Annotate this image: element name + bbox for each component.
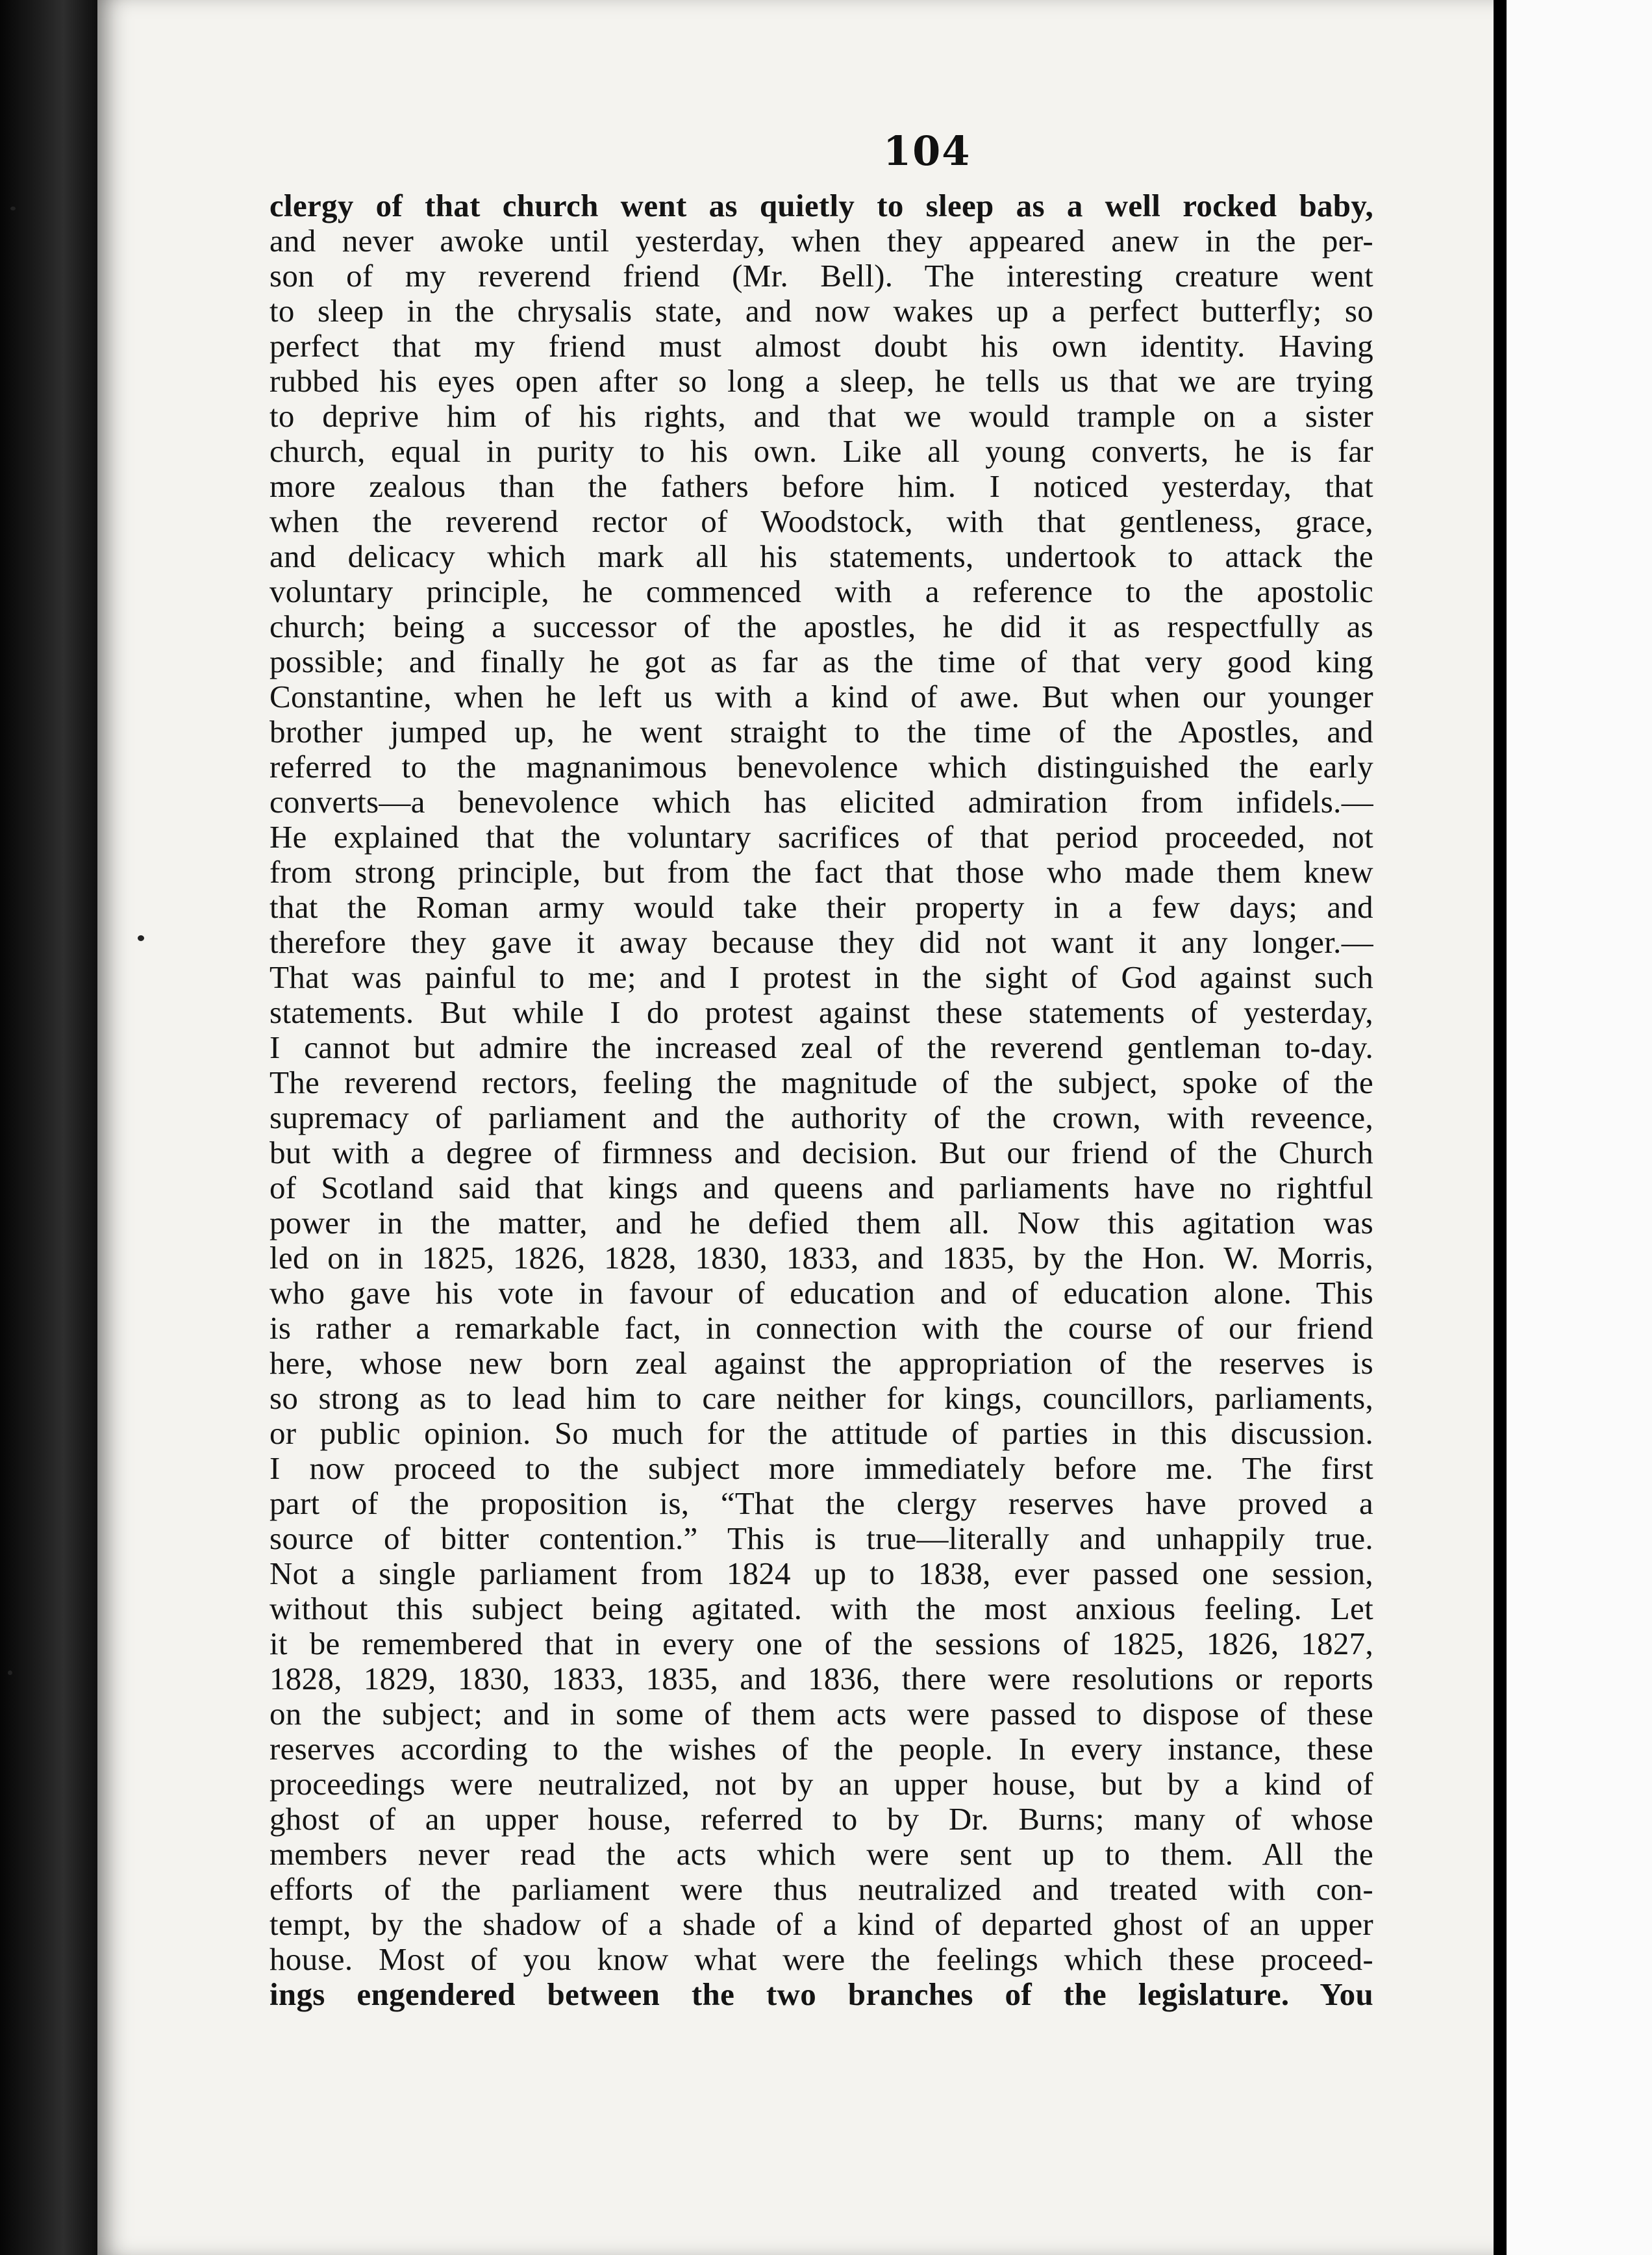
- text-line: or public opinion. So much for the attitude of parties in this discussion.: [269, 1416, 1373, 1451]
- text-line: who gave his vote in favour of education and of education alone. This: [269, 1276, 1373, 1311]
- text-line: statements. But while I do protest against these statements of yesterday,: [269, 995, 1373, 1030]
- text-line: of Scotland said that kings and queens and parliaments have no rightful: [269, 1170, 1373, 1205]
- text-line: 1828, 1829, 1830, 1833, 1835, and 1836, there were resolutions or reports: [269, 1661, 1373, 1696]
- text-line: here, whose new born zeal against the appropriation of the reserves is: [269, 1346, 1373, 1381]
- text-line: more zealous than the fathers before him. I noticed yesterday, that: [269, 469, 1373, 504]
- text-line: and delicacy which mark all his statements, undertook to attack the: [269, 539, 1373, 574]
- text-line: and never awoke until yesterday, when they appeared anew in the per-: [269, 223, 1373, 258]
- scan-speck: [138, 935, 144, 941]
- text-line: reserves according to the wishes of the people. In every instance, these: [269, 1732, 1373, 1767]
- text-line: but with a degree of firmness and decision. But our friend of the Church: [269, 1135, 1373, 1170]
- text-line: perfect that my friend must almost doubt his own identity. Having: [269, 329, 1373, 364]
- text-line: led on in 1825, 1826, 1828, 1830, 1833, and 1835, by the Hon. W. Morris,: [269, 1241, 1373, 1276]
- scan-speck: [10, 207, 16, 210]
- text-line: ghost of an upper house, referred to by Dr. Burns; many of whose: [269, 1802, 1373, 1837]
- text-line: converts—a benevolence which has elicited admiration from infidels.—: [269, 785, 1373, 820]
- text-line: house. Most of you know what were the feelings which these proceed-: [269, 1942, 1373, 1977]
- text-line: efforts of the parliament were thus neutralized and treated with con-: [269, 1872, 1373, 1907]
- book-binding-edge: [0, 0, 97, 2255]
- text-line: tempt, by the shadow of a shade of a kind of departed ghost of an upper: [269, 1907, 1373, 1942]
- text-line: rubbed his eyes open after so long a sleep, he tells us that we are trying: [269, 364, 1373, 399]
- text-line: without this subject being agitated. with the most anxious feeling. Let: [269, 1591, 1373, 1626]
- text-line: clergy of that church went as quietly to sleep as a well rocked baby,: [269, 188, 1373, 223]
- page-number: 104: [883, 127, 971, 175]
- text-line: possible; and finally he got as far as the time of that very good king: [269, 644, 1373, 679]
- text-line: that the Roman army would take their property in a few days; and: [269, 890, 1373, 925]
- body-text: [269, 188, 1373, 2012]
- text-line: church, equal in purity to his own. Like all young converts, he is far: [269, 434, 1373, 469]
- text-line: He explained that the voluntary sacrifices of that period proceeded, not: [269, 820, 1373, 855]
- page-gutter: [1494, 0, 1507, 2255]
- text-line: proceedings were neutralized, not by an upper house, but by a kind of: [269, 1767, 1373, 1802]
- text-line: so strong as to lead him to care neither for kings, councillors, parliaments,: [269, 1381, 1373, 1416]
- text-line: on the subject; and in some of them acts were passed to dispose of these: [269, 1696, 1373, 1732]
- text-line: referred to the magnanimous benevolence which distinguished the early: [269, 750, 1373, 785]
- text-line: is rather a remarkable fact, in connection with the course of our friend: [269, 1311, 1373, 1346]
- text-line: it be remembered that in every one of the sessions of 1825, 1826, 1827,: [269, 1626, 1373, 1661]
- text-line: son of my reverend friend (Mr. Bell). The interesting creature went: [269, 258, 1373, 294]
- text-line: power in the matter, and he defied them all. Now this agitation was: [269, 1205, 1373, 1241]
- text-line: brother jumped up, he went straight to the time of the Apostles, and: [269, 714, 1373, 750]
- text-line: I now proceed to the subject more immediately before me. The first: [269, 1451, 1373, 1486]
- text-line: source of bitter contention.” This is true—literally and unhappily true.: [269, 1521, 1373, 1556]
- scan-speck: [8, 1670, 12, 1675]
- text-line: church; being a successor of the apostles, he did it as respectfully as: [269, 609, 1373, 644]
- text-line: when the reverend rector of Woodstock, with that gentleness, grace,: [269, 504, 1373, 539]
- text-line: supremacy of parliament and the authority of the crown, with reveence,: [269, 1100, 1373, 1135]
- text-line: Constantine, when he left us with a kind of awe. But when our younger: [269, 679, 1373, 714]
- text-line: ings engendered between the two branches of the legislature. You: [269, 1977, 1373, 2012]
- text-line: to sleep in the chrysalis state, and now wakes up a perfect butterfly; so: [269, 294, 1373, 329]
- adjacent-page-margin: [1507, 0, 1652, 2255]
- text-line: I cannot but admire the increased zeal of the reverend gentleman to-day.: [269, 1030, 1373, 1065]
- text-line: The reverend rectors, feeling the magnitude of the subject, spoke of the: [269, 1065, 1373, 1100]
- text-line: to deprive him of his rights, and that we would trample on a sister: [269, 399, 1373, 434]
- text-line: voluntary principle, he commenced with a reference to the apostolic: [269, 574, 1373, 609]
- text-line: Not a single parliament from 1824 up to 1838, ever passed one session,: [269, 1556, 1373, 1591]
- text-line: part of the proposition is, “That the clergy reserves have proved a: [269, 1486, 1373, 1521]
- text-line: from strong principle, but from the fact that those who made them knew: [269, 855, 1373, 890]
- text-line: therefore they gave it away because they did not want it any longer.—: [269, 925, 1373, 960]
- text-line: That was painful to me; and I protest in the sight of God against such: [269, 960, 1373, 995]
- text-line: members never read the acts which were sent up to them. All the: [269, 1837, 1373, 1872]
